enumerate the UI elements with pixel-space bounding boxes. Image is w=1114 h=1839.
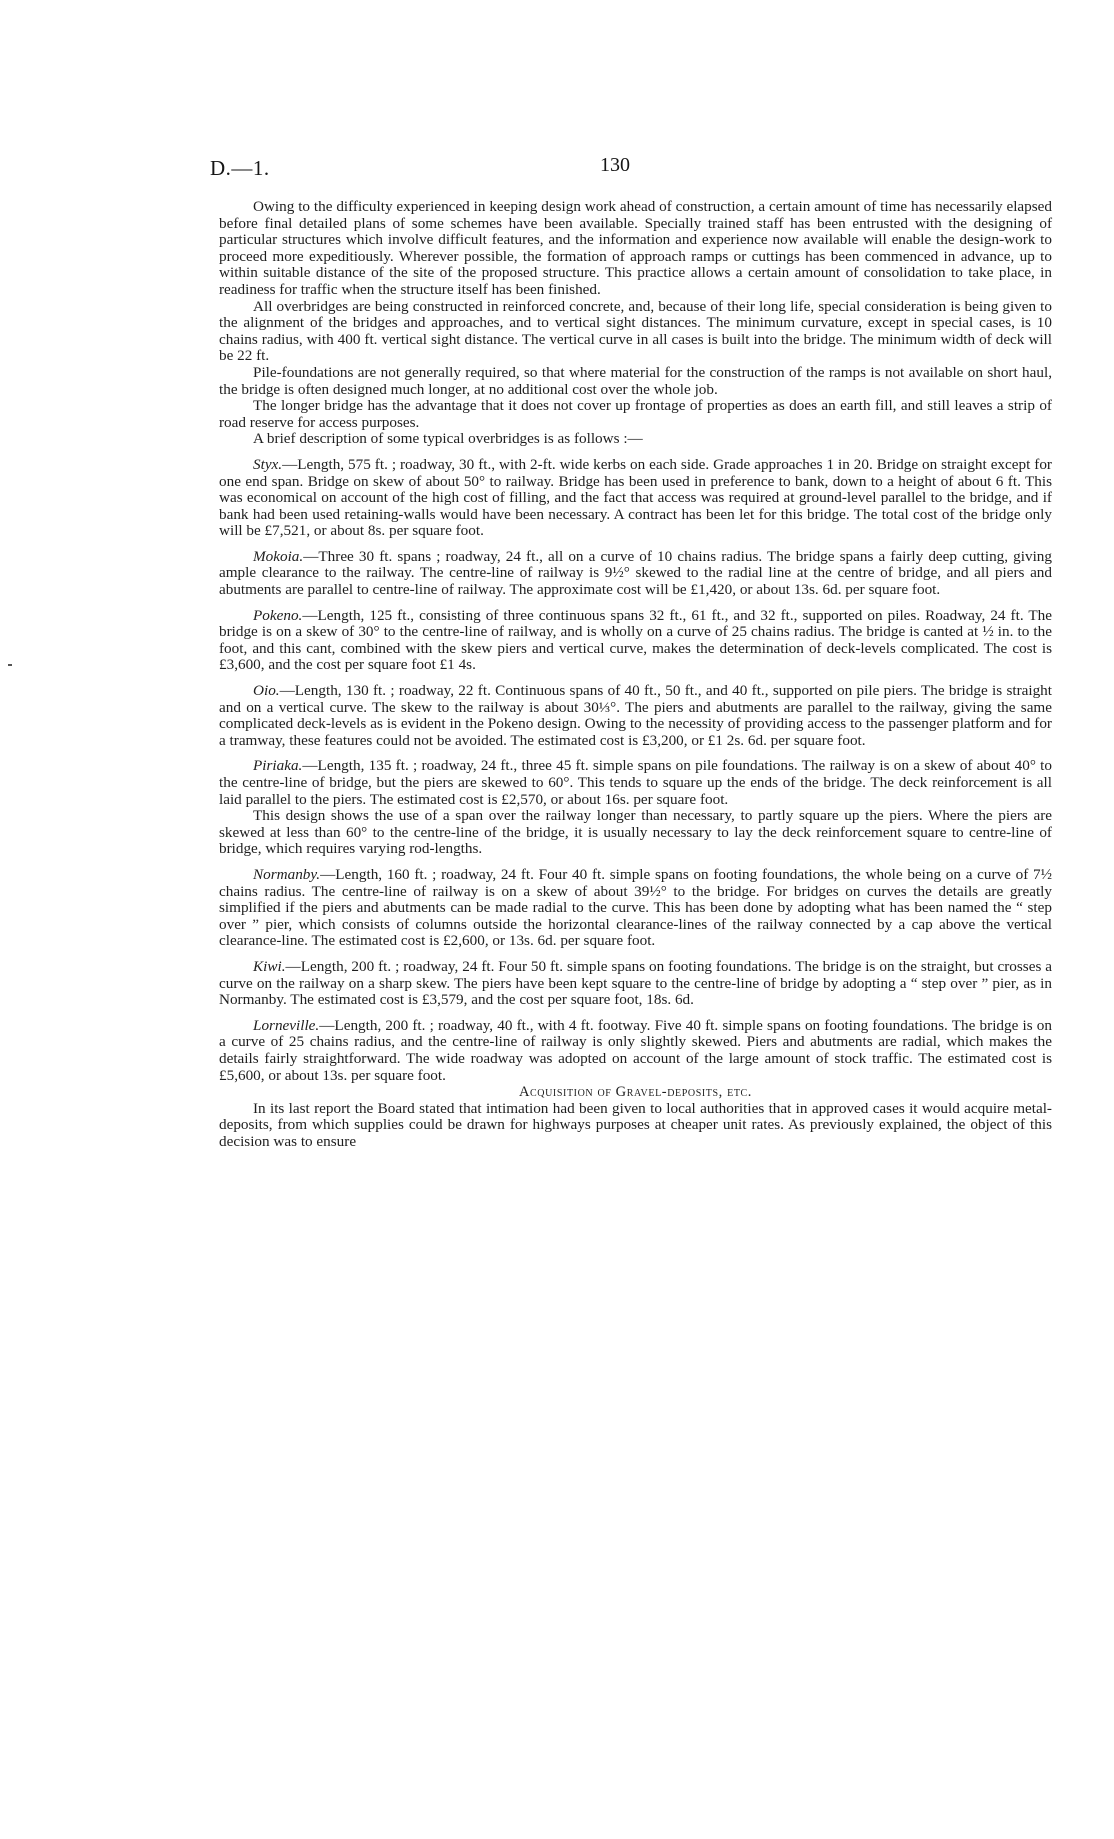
bridge-text: —Length, 130 ft. ; roadway, 22 ft. Continuous spans of 40 ft., 50 ft., and 40 ft., supported on pile piers. The bridge is straight and on a vertical curve. The skew to the railway is about 30⅓°. The piers and abutments are parallel to the railway, giving the same complicated deck-levels as is evident in the Pokeno design. Owing to the necessity of providing access to the passenger platform and for a tramway, these features could not be avoided. The estimated cost is £3,200, or £1 2s. 6d. per square foot. <box>219 682 1052 749</box>
bridge-name: Lorneville. <box>253 1016 320 1034</box>
margin-mark <box>8 664 12 666</box>
bridge-description <box>219 867 1052 950</box>
paragraph: All overbridges are being constructed in reinforced concrete, and, because of their long life, special consideration is being given to the alignment of the bridges and approaches, and to vertical sight distances. The minimum curvature, except in special cases, is 10 chains radius, with 400 ft. vertical sight distance. The vertical curve in all cases is built into the bridge. The minimum width of deck will be 22 ft. <box>219 297 1052 365</box>
bridge-name: Kiwi. <box>253 957 286 975</box>
bridge-name: Styx. <box>253 455 283 473</box>
bridge-description <box>219 758 1052 808</box>
bridge-description <box>219 959 1052 1009</box>
bridge-text: —Length, 135 ft. ; roadway, 24 ft., three 45 ft. simple spans on pile foundations. The railway is on a skew of about 40° to the centre-line of bridge, but the piers are skewed to 60°. This tends to square up the ends of the bridge. The deck reinforcement is all laid parallel to the piers. The estimated cost is £2,570, or about 16s. per square foot. <box>219 757 1052 808</box>
bridge-name: Pokeno. <box>253 606 303 624</box>
bridge-text: —Length, 125 ft., consisting of three continuous spans 32 ft., 61 ft., and 32 ft., supported on piles. Roadway, 24 ft. The bridge is on a skew of 30° to the centre-line of railway, and is wholly on a curve of 25 chains radius. The bridge is canted at ½ in. to the foot, and this cant, combined with the skew piers and vertical curve, makes the determination of deck-levels complicated. The cost is £3,600, and the cost per square foot £1 4s. <box>219 606 1052 674</box>
document-id: D.—1. <box>210 156 270 180</box>
bridge-text: —Length, 200 ft. ; roadway, 24 ft. Four 50 ft. simple spans on footing foundations. The bridge is on the straight, but crosses a curve on the railway on a sharp skew. The piers have been kept square to the centre-line of bridge by adopting a “ step over ” pier, as in Normanby. The estimated cost is £3,579, and the cost per square foot, 18s. 6d. <box>219 957 1052 1009</box>
section-heading: Acquisition of Gravel-deposits, etc. <box>518 1084 753 1101</box>
paragraph: A brief description of some typical overbridges is as follows :— <box>253 430 643 448</box>
paragraph: The longer bridge has the advantage that it does not cover up frontage of properties as does an earth fill, and still leaves a strip of road reserve for access purposes. <box>219 397 1052 431</box>
bridge-description <box>219 608 1052 674</box>
bridge-description <box>219 549 1052 599</box>
bridge-description <box>219 457 1052 540</box>
bridge-text: —Three 30 ft. spans ; roadway, 24 ft., all on a curve of 10 chains radius. The bridge spans a fairly deep cutting, giving ample clearance to the railway. The centre-line of railway is 9½° skewed to the radial line at the centre of bridge, and all piers and abutments are parallel to centre-line of railway. The approximate cost will be £1,420, or about 13s. 6d. per square foot. <box>219 547 1052 599</box>
bridge-name: Oio. <box>253 682 280 700</box>
bridge-name: Piriaka. <box>253 757 303 775</box>
bridge-text: —Length, 575 ft. ; roadway, 30 ft., with 2-ft. wide kerbs on each side. Grade approaches 1 in 20. Bridge on straight except for one end span. Bridge on skew of about 50° to railway. Bridge has been used in preference to bank, down to a height of about 6 ft. This was economical on account of the high cost of filling, and the fact that access was required at ground-level parallel to the bridge, and if bank had been used retaining-walls would have been necessary. A contract has been let for this bridge. The total cost of the bridge only will be £7,521, or about 8s. per square foot. <box>219 455 1052 540</box>
body-text <box>219 199 1052 1150</box>
bridge-text: —Length, 200 ft. ; roadway, 40 ft., with 4 ft. footway. Five 40 ft. simple spans on footing foundations. The bridge is on a curve of 25 chains radius, and the centre-line of railway is only slightly skewed. Piers and abutments are radial, which makes the details fairly straightforward. The wide roadway was adopted on account of the large amount of stock traffic. The estimated cost is £5,600, or about 13s. per square foot. <box>219 1016 1052 1084</box>
paragraph: In its last report the Board stated that intimation had been given to local authorities that in approved cases it would acquire metal-deposits, from which supplies could be drawn for highways purposes at cheaper unit rates. As previously explained, the object of this decision was to ensure <box>219 1099 1052 1150</box>
paragraph: This design shows the use of a span over the railway longer than necessary, to partly square up the piers. Where the piers are skewed at less than 60° to the centre-line of the bridge, it is usually necessary to lay the deck reinforcement square to centre-line of bridge, which requires varying rod-lengths. <box>219 807 1052 858</box>
bridge-text: —Length, 160 ft. ; roadway, 24 ft. Four 40 ft. simple spans on footing foundations, the whole being on a curve of 7½ chains radius. The centre-line of railway is on a skew of about 39½° to the bridge. For bridges on curves the details are greatly simplified if the piers and abutments can be made radial to the curve. This has been done by adopting what has been named the “ step over ” pier, which consists of columns outside the horizontal clearance-lines of the railway connected by a cap above the vertical clearance-line. The estimated cost is £2,600, or 13s. 6d. per square foot. <box>219 865 1052 950</box>
bridge-name: Normanby. <box>253 865 321 883</box>
bridge-description <box>219 683 1052 749</box>
paragraph: Owing to the difficulty experienced in keeping design work ahead of construction, a certain amount of time has necessarily elapsed before final detailed plans of some schemes have been available. Specially trained staff has been entrusted with the designing of particular structures which involve difficult features, and the information and experience now available will enable the design-work to proceed more expeditiously. Wherever possible, the formation of approach ramps or cuttings has been commenced in advance, up to within suitable distance of the site of the proposed structure. This practice allows a certain amount of consolidation to take place, in readiness for traffic when the structure itself has been finished. <box>219 198 1052 298</box>
page-header <box>210 156 1070 186</box>
page-number: 130 <box>600 154 630 176</box>
paragraph: Pile-foundations are not generally required, so that where material for the construction of the ramps is not available on short haul, the bridge is often designed much longer, at no additional cost over the whole job. <box>219 363 1052 398</box>
bridge-name: Mokoia. <box>253 547 304 565</box>
bridge-description <box>219 1018 1052 1084</box>
